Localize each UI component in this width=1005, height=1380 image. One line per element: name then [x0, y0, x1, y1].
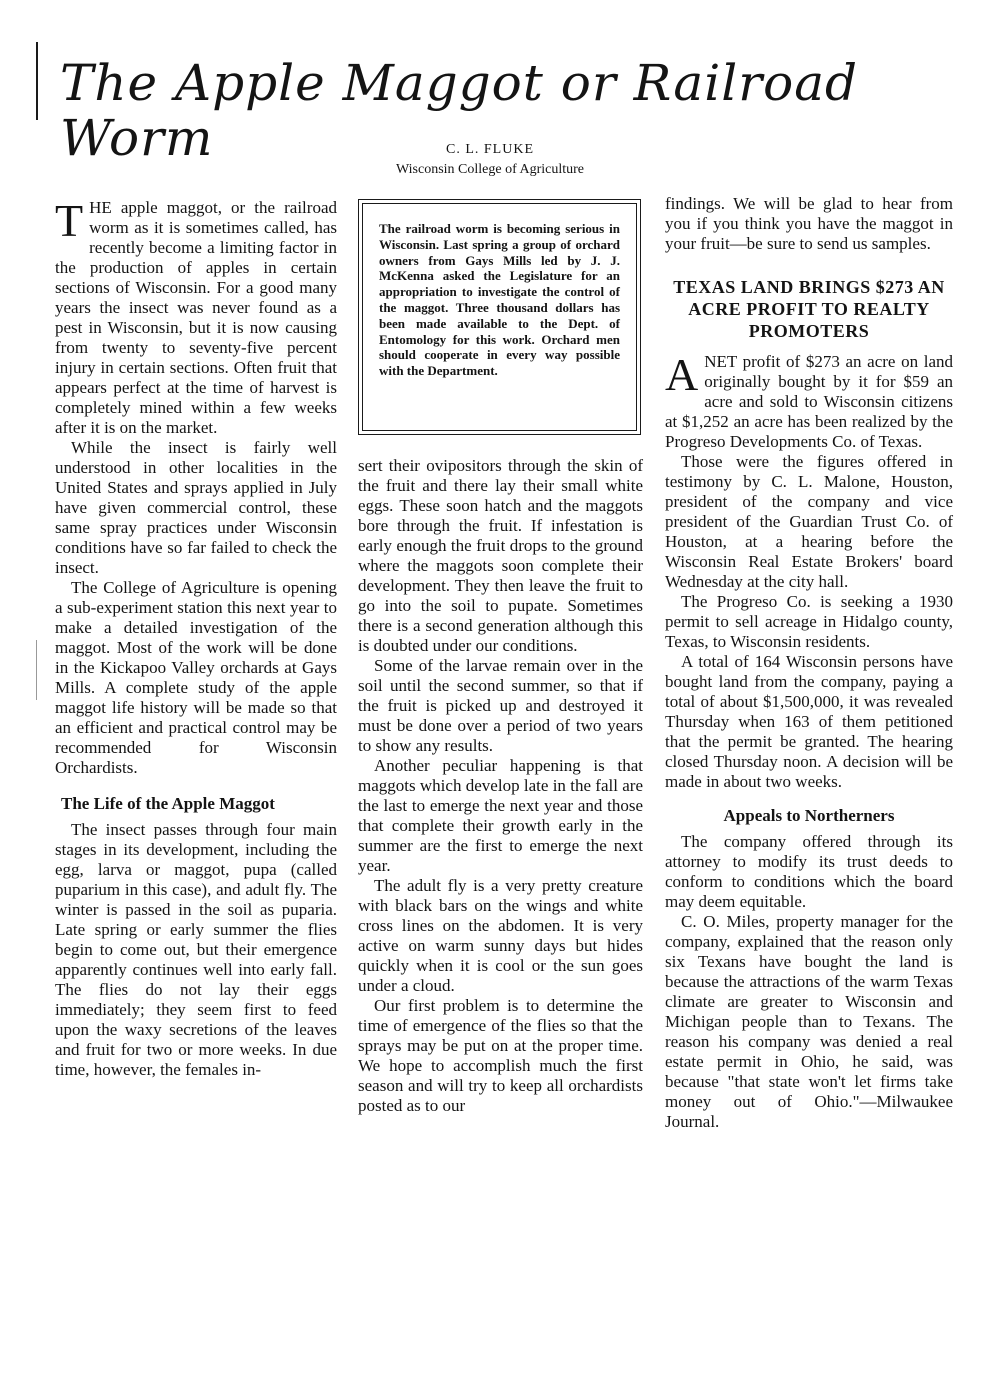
paragraph: C. O. Miles, property manager for the company, explained that the reason only six Texans have bought the land is because the attractions of the warm Texas climate are greater to Wisconsin and Michigan people than to Texans. The reason his company was denied a real estate permit in Ohio, he said, was because "that state won't let firms take money out of Ohio."—Milwaukee Journal. — [665, 912, 953, 1131]
margin-rule — [36, 42, 38, 120]
institution: Wisconsin College of Agriculture — [395, 162, 584, 177]
paragraph: The insect passes through four main stages in its development, including the egg, larva or maggot, pupa (called puparium in this case), and adult fly. The winter is passed in the soil as puparia. Late spring or early summer the flies begin to come out, but their emergence apparently continues well into early fall. The flies do not lay their eggs immediately; they seem first to feed upon the waxy secretions of the leaves and fruit for two or more weeks. In due time, however, the females in- — [55, 820, 337, 1079]
paragraph: A total of 164 Wisconsin persons have bought land from the company, paying a total of about $1,500,000, it was revealed Thursday when 163 of them petitioned that the permit be granted. The hearing closed Thursday noon. A decision will be made in about two weeks. — [665, 652, 953, 791]
article-title: The Apple Maggot or Railroad Worm — [60, 54, 859, 167]
paragraph: The College of Agriculture is opening a sub-experiment station this next year to make a detailed investigation of the maggot. Most of the work will be done in the Kickapoo Valley orchards at Gays Mills. A complete study of the apple maggot life history will be made so that an efficient and practical control may be recommended for Wisconsin Orchardists. — [55, 578, 337, 777]
paragraph: findings. We will be glad to hear from you if you think you have the maggot in your fruit—be sure to send us samples. — [665, 194, 953, 253]
paragraph: The Progreso Co. is seeking a 1930 permit to sell acreage in Hidalgo county, Texas, to Wisconsin residents. — [665, 592, 953, 651]
column-3 — [665, 194, 953, 1132]
texas-headline: TEXAS LAND BRINGS $273 AN ACRE PROFIT TO REALTY PROMOTERS — [673, 277, 945, 341]
paragraph: THE apple maggot, or the railroad worm as it is sometimes called, has recently become a limiting factor in the production of apples in certain sections of Wisconsin. For a good many years the insect was never found as a pest in Wisconsin, but it is now causing from twenty to seventy-five percent injury in certain sections. Often fruit that appears perfect at the time of harvest is completely mined within a few weeks after it is on the market. — [55, 195, 337, 437]
column-1 — [55, 195, 337, 1080]
paragraph: While the insect is fairly well understood in other localities in the United States and sprays applied in July have given commercial control, these same spray practices under Wisconsin conditions have so far failed to check the insect. — [55, 438, 337, 577]
paragraph: ANET profit of $273 an acre on land originally bought by it for $59 an acre and sold to Wisconsin citizens at $1,252 an acre has been realized by the Progreso Developments Co. of Texas. — [665, 349, 953, 451]
sidebar-box — [358, 199, 641, 435]
sidebar-box-text: The railroad worm is becoming serious in Wisconsin. Last spring a group of orchard owners from Gays Mills led by J. J. McKenna asked the Legislature for an appropriation to investigate the control of the maggot. Three thousand dollars has been made available to the Dept. of Entomology for this work. Orchard men should cooperate in every way possible with the Department. — [362, 203, 637, 431]
paragraph: sert their ovipositors through the skin of the fruit and there lay their small white eggs. These soon hatch and the maggots bore through the fruit. If infestation is early enough the fruit drops to the ground where the maggots soon complete their development. They then leave the fruit to go into the soil to pupate. Sometimes there is a second generation although this is doubted under our conditions. — [358, 456, 643, 655]
section-heading: Appeals to Northerners — [723, 806, 895, 825]
paragraph: Our first problem is to determine the time of emergence of the flies so that the sprays may be put on at the proper time. We hope to accomplish much the first season and will try to keep all orchardists posted as to our — [358, 996, 643, 1115]
author: C. L. FLUKE — [446, 142, 534, 157]
margin-rule-lower — [36, 640, 37, 700]
paragraph: Some of the larvae remain over in the soil until the second summer, so that if the fruit is picked up and destroyed it must be done over a period of two years to show any results. — [358, 656, 643, 755]
column-2 — [358, 456, 643, 1116]
section-heading: The Life of the Apple Maggot — [61, 794, 275, 813]
paragraph: Another peculiar happening is that maggots which develop late in the fall are the last to emerge the next year and those that complete their growth early in the summer are the first to emerge the next year. — [358, 756, 643, 875]
drop-cap: A — [665, 349, 699, 400]
paragraph: Those were the figures offered in testimony by C. L. Malone, Houston, president of the company and vice president of the Guardian Trust Co. of Houston, at a hearing before the Wisconsin Real Estate Brokers' board Wednesday at the city hall. — [665, 452, 953, 591]
paragraph: The company offered through its attorney to modify its trust deeds to conform to conditions which the board may deem equitable. — [665, 832, 953, 911]
drop-cap: T — [55, 195, 84, 246]
paragraph: The adult fly is a very pretty creature with black bars on the wings and white cross lines on the abdomen. It is very active on warm sunny days but hides quickly when it is cool or the sun goes under a cloud. — [358, 876, 643, 995]
